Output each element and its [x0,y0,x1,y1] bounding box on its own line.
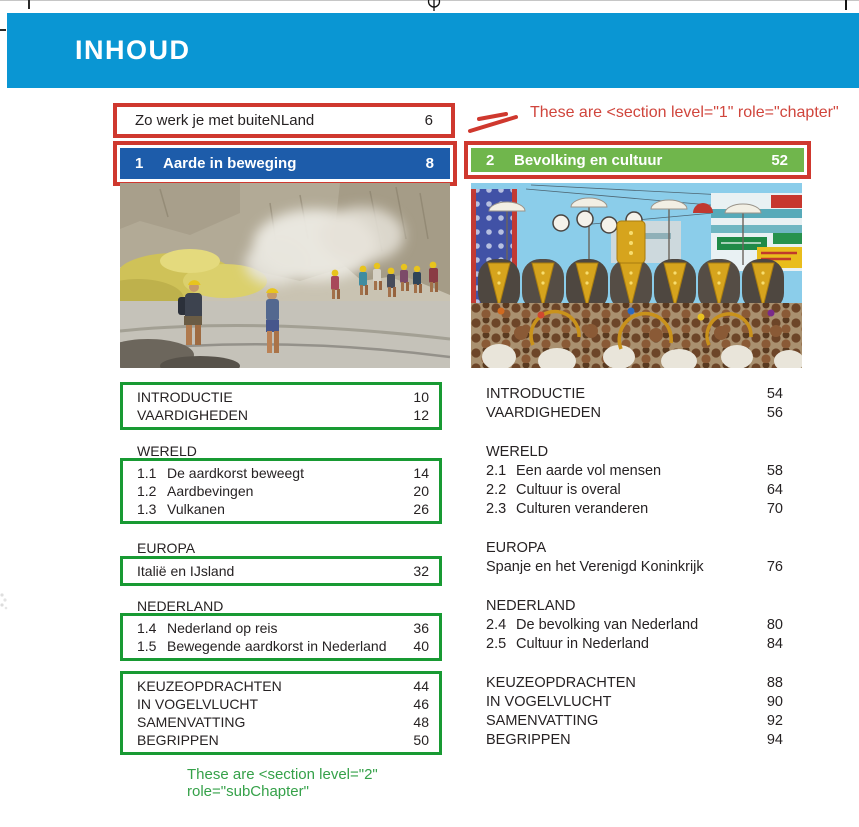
toc-row[interactable] [486,404,786,423]
toc-heading-europa-ch2 [486,539,786,558]
toc-page-number: 12 [413,407,429,423]
registration-mark-icon [424,0,444,11]
toc-label: KEUZEOPDRACHTEN [137,678,282,694]
subchapter-highlight-intro-ch1 [120,382,442,430]
toc-row[interactable] [123,713,439,731]
toc-label: Bewegende aardkorst in Nederland [167,638,387,654]
chapter2-toc-column [486,382,786,750]
toc-label: Culturen veranderen [516,501,649,517]
toc-page-number: 46 [413,696,429,712]
crop-mark-top-right [845,0,847,10]
crop-mark-top-left [28,0,30,9]
chapter2-title: Bevolking en cultuur [514,151,663,169]
page-title: INHOUD [75,35,191,65]
chapter1-page-number: 8 [425,155,434,172]
subchapter-highlight-extras-ch1 [120,671,442,755]
chapter2-bar[interactable] [471,148,804,172]
toc-label: Cultuur in Nederland [516,636,649,652]
toc-label: Vulkanen [167,501,225,517]
toc-row[interactable] [123,695,439,713]
toc-section-number: 1.4 [137,620,157,636]
toc-section-number: 2.2 [486,482,507,498]
toc-page-number: 50 [413,732,429,748]
toc-section-number: 1.2 [137,483,157,499]
subchapter-highlight-nederland-ch1 [120,613,442,661]
chapter2-photo-festival [471,183,802,368]
chapter2-page-number: 52 [771,151,788,169]
toc-page-number: 76 [766,559,783,575]
toc-label: IN VOGELVLUCHT [137,696,259,712]
header-band [7,13,859,88]
chapter1-number: 1 [135,155,144,172]
toc-row[interactable] [486,693,786,712]
page-edge-smudge [0,590,10,612]
toc-page-number: 58 [766,463,783,479]
toc-page-number: 48 [413,714,429,730]
toc-page-number: 88 [766,675,783,691]
subchapter-note-line1: These are <section level="2" [187,766,378,783]
toc-row[interactable] [123,637,439,655]
toc-section-number: 2.1 [486,463,507,479]
toc-page-number: 92 [766,713,783,729]
chapter-highlight-ch1 [113,141,457,186]
toc-section-number: 2.4 [486,617,507,633]
toc-heading-nederland-ch2 [486,597,786,616]
toc-row[interactable] [123,677,439,695]
toc-label: De aardkorst beweegt [167,465,304,481]
toc-page-number: 64 [766,482,783,498]
toc-page-number: 84 [766,636,783,652]
toc-page-number: 90 [766,694,783,710]
toc-page-number: 54 [766,386,783,402]
chapter-level-annotation: These are <section level="1" role="chapter" [530,104,839,121]
toc-heading-wereld-ch2 [486,443,786,462]
toc-heading-label: EUROPA [486,540,547,556]
toc-row[interactable] [123,482,439,500]
toc-section-number: 2.5 [486,636,507,652]
intro-toc-row[interactable] [117,107,451,134]
toc-label: INTRODUCTIE [137,389,233,405]
toc-page-number: 26 [413,501,429,517]
toc-page-number: 70 [766,501,783,517]
toc-label: De bevolking van Nederland [516,617,699,633]
chapter1-photo-volcano [120,183,450,368]
toc-row[interactable] [123,500,439,518]
toc-page-number: 10 [413,389,429,405]
toc-row[interactable] [486,481,786,500]
toc-row[interactable] [123,731,439,749]
toc-page-number: 56 [766,405,783,421]
toc-section-number: 1.5 [137,638,157,654]
subchapter-level-annotation [187,766,378,800]
toc-row[interactable] [486,731,786,750]
intro-label: Zo werk je met buiteNLand [135,112,315,129]
toc-row[interactable] [486,558,786,577]
toc-page-number: 40 [413,638,429,654]
toc-heading-europa-ch1: EUROPA [137,540,196,556]
toc-label: Een aarde vol mensen [516,463,662,479]
subchapter-highlight-wereld-ch1 [120,458,442,524]
subchapter-note-line2: role="subChapter" [187,783,309,800]
toc-section-number: 2.3 [486,501,507,517]
toc-label: BEGRIPPEN [486,732,571,748]
toc-row[interactable] [486,674,786,693]
toc-heading-label: WERELD [486,444,549,460]
toc-label: SAMENVATTING [137,714,246,730]
toc-label: Italië en IJsland [137,563,235,579]
toc-label: Cultuur is overal [516,482,621,498]
toc-row[interactable] [123,406,439,424]
toc-page-number: 94 [766,732,783,748]
toc-label: Aardbevingen [167,483,254,499]
toc-heading-wereld-ch1: WERELD [137,443,197,459]
toc-label: Nederland op reis [167,620,278,636]
subchapter-highlight-europa-ch1 [120,556,442,586]
toc-row[interactable] [486,635,786,654]
toc-label: IN VOGELVLUCHT [486,694,612,710]
toc-row[interactable] [486,462,786,481]
toc-row[interactable] [486,385,786,404]
toc-page-number: 14 [413,465,429,481]
red-leader-line [462,104,536,138]
toc-row[interactable] [123,388,439,406]
toc-row[interactable] [486,616,786,635]
toc-row[interactable] [486,712,786,731]
toc-page-number: 20 [413,483,429,499]
toc-label: VAARDIGHEDEN [486,405,601,421]
toc-label: INTRODUCTIE [486,386,586,402]
toc-page-number: 32 [413,563,429,579]
chapter-highlight-intro [113,103,455,138]
chapter1-bar[interactable] [120,148,450,179]
toc-row[interactable] [123,464,439,482]
toc-row[interactable] [123,619,439,637]
toc-page-number: 36 [413,620,429,636]
toc-label: KEUZEOPDRACHTEN [486,675,636,691]
intro-page-number: 6 [424,112,433,129]
toc-page-number: 44 [413,678,429,694]
toc-heading-nederland-ch1: NEDERLAND [137,598,224,614]
chapter1-title: Aarde in beweging [163,155,297,172]
toc-label: Spanje en het Verenigd Koninkrijk [486,559,704,575]
toc-page-number: 80 [766,617,783,633]
toc-label: BEGRIPPEN [137,732,219,748]
toc-row[interactable] [123,562,439,580]
crop-mark-left [0,29,6,31]
toc-section-number: 1.1 [137,465,157,481]
toc-row[interactable] [486,500,786,519]
toc-label: VAARDIGHEDEN [137,407,248,423]
chapter-highlight-ch2 [464,141,811,179]
toc-section-number: 1.3 [137,501,157,517]
chapter2-number: 2 [486,151,495,169]
toc-heading-label: NEDERLAND [486,598,576,614]
toc-label: SAMENVATTING [486,713,599,729]
